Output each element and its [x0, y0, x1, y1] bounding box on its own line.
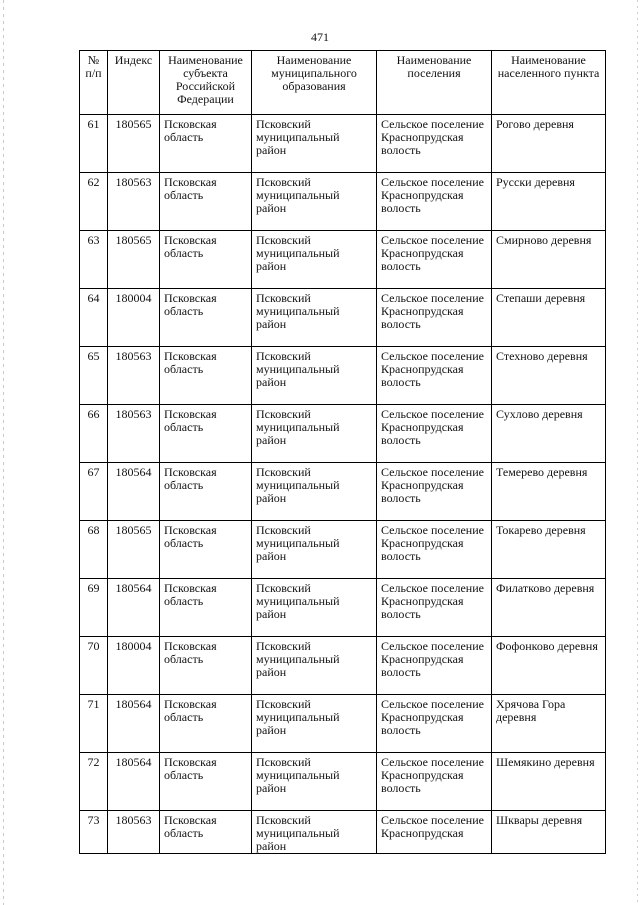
cell-settlement: Сельское поселение Краснопрудская волость: [377, 347, 492, 405]
table-header-row: [80, 51, 606, 115]
cell-locality: Степаши деревня: [492, 289, 606, 347]
cell-number: 64: [80, 289, 108, 347]
cell-index: 180004: [108, 289, 160, 347]
cell-subject: Псковская область: [160, 115, 252, 173]
cell-index: 180563: [108, 347, 160, 405]
cell-locality: Шемякино деревня: [492, 753, 606, 811]
cell-settlement: Сельское поселение Краснопрудская волость: [377, 521, 492, 579]
header-index: Индекс: [108, 51, 160, 115]
cell-index: 180565: [108, 521, 160, 579]
cell-number: 69: [80, 579, 108, 637]
cell-locality: Русски деревня: [492, 173, 606, 231]
cell-settlement: Сельское поселение Краснопрудская волость: [377, 463, 492, 521]
header-number: № п/п: [80, 51, 108, 115]
cell-municipality: Псковский муниципальный район: [252, 463, 377, 521]
cell-number: 61: [80, 115, 108, 173]
cell-locality: Токарево деревня: [492, 521, 606, 579]
cell-index: 180564: [108, 753, 160, 811]
header-subject: Наименование субъекта Российской Федерации: [160, 51, 252, 115]
cell-index: 180564: [108, 463, 160, 521]
cell-number: 67: [80, 463, 108, 521]
header-locality: Наименование населенного пункта: [492, 51, 606, 115]
cell-municipality: Псковский муниципальный район: [252, 289, 377, 347]
cell-locality: Рогово деревня: [492, 115, 606, 173]
cell-index: 180565: [108, 231, 160, 289]
cell-number: 63: [80, 231, 108, 289]
table-row: [80, 115, 606, 173]
cell-subject: Псковская область: [160, 637, 252, 695]
table-row: [80, 405, 606, 463]
cell-settlement: Сельское поселение Краснопрудская волость: [377, 637, 492, 695]
cell-subject: Псковская область: [160, 463, 252, 521]
cell-number: 70: [80, 637, 108, 695]
table-row: [80, 521, 606, 579]
settlements-table: [79, 50, 606, 854]
cell-subject: Псковская область: [160, 579, 252, 637]
cell-municipality: Псковский муниципальный район: [252, 637, 377, 695]
cell-index: 180565: [108, 115, 160, 173]
table-row: [80, 173, 606, 231]
cell-settlement: Сельское поселение Краснопрудская: [377, 811, 492, 854]
cell-municipality: Псковский муниципальный район: [252, 405, 377, 463]
table-row: [80, 695, 606, 753]
cell-locality: Смирново деревня: [492, 231, 606, 289]
cell-locality: Хрячова Гора деревня: [492, 695, 606, 753]
cell-municipality: Псковский муниципальный район: [252, 753, 377, 811]
cell-municipality: Псковский муниципальный район: [252, 115, 377, 173]
header-municipality: Наименование муниципального образования: [252, 51, 377, 115]
cell-locality: Филатково деревня: [492, 579, 606, 637]
cell-index: 180564: [108, 695, 160, 753]
cell-municipality: Псковский муниципальный район: [252, 347, 377, 405]
cell-subject: Псковская область: [160, 695, 252, 753]
table-row: [80, 289, 606, 347]
cell-settlement: Сельское поселение Краснопрудская волость: [377, 405, 492, 463]
table-row: [80, 753, 606, 811]
table-row: [80, 637, 606, 695]
cell-number: 62: [80, 173, 108, 231]
table-row: [80, 231, 606, 289]
cell-subject: Псковская область: [160, 231, 252, 289]
cell-number: 73: [80, 811, 108, 854]
cell-locality: Темерево деревня: [492, 463, 606, 521]
cell-subject: Псковская область: [160, 753, 252, 811]
cell-municipality: Псковский муниципальный район: [252, 579, 377, 637]
cell-settlement: Сельское поселение Краснопрудская волость: [377, 231, 492, 289]
cell-settlement: Сельское поселение Краснопрудская волость: [377, 753, 492, 811]
cell-subject: Псковская область: [160, 347, 252, 405]
table-row: [80, 347, 606, 405]
cell-municipality: Псковский муниципальный район: [252, 173, 377, 231]
table-row: [80, 463, 606, 521]
page-number: 471: [311, 30, 329, 44]
cell-settlement: Сельское поселение Краснопрудская волость: [377, 115, 492, 173]
cell-settlement: Сельское поселение Краснопрудская волость: [377, 695, 492, 753]
cell-index: 180563: [108, 811, 160, 854]
scan-edge-left: [3, 0, 4, 905]
cell-number: 68: [80, 521, 108, 579]
cell-index: 180563: [108, 405, 160, 463]
cell-settlement: Сельское поселение Краснопрудская волость: [377, 579, 492, 637]
table-row: [80, 811, 606, 854]
cell-subject: Псковская область: [160, 811, 252, 854]
scan-edge-right: [637, 0, 638, 905]
cell-subject: Псковская область: [160, 173, 252, 231]
cell-subject: Псковская область: [160, 405, 252, 463]
cell-index: 180564: [108, 579, 160, 637]
cell-municipality: Псковский муниципальный район: [252, 231, 377, 289]
cell-index: 180004: [108, 637, 160, 695]
cell-index: 180563: [108, 173, 160, 231]
cell-settlement: Сельское поселение Краснопрудская волость: [377, 173, 492, 231]
cell-locality: Стехново деревня: [492, 347, 606, 405]
table-row: [80, 579, 606, 637]
cell-number: 66: [80, 405, 108, 463]
cell-subject: Псковская область: [160, 521, 252, 579]
header-settlement: Наименование поселения: [377, 51, 492, 115]
cell-locality: Сухлово деревня: [492, 405, 606, 463]
cell-municipality: Псковский муниципальный район: [252, 521, 377, 579]
cell-number: 72: [80, 753, 108, 811]
cell-number: 65: [80, 347, 108, 405]
cell-municipality: Псковский муниципальный район: [252, 695, 377, 753]
cell-settlement: Сельское поселение Краснопрудская волость: [377, 289, 492, 347]
cell-municipality: Псковский муниципальный район: [252, 811, 377, 854]
cell-locality: Шквары деревня: [492, 811, 606, 854]
cell-locality: Фофонково деревня: [492, 637, 606, 695]
cell-subject: Псковская область: [160, 289, 252, 347]
cell-number: 71: [80, 695, 108, 753]
